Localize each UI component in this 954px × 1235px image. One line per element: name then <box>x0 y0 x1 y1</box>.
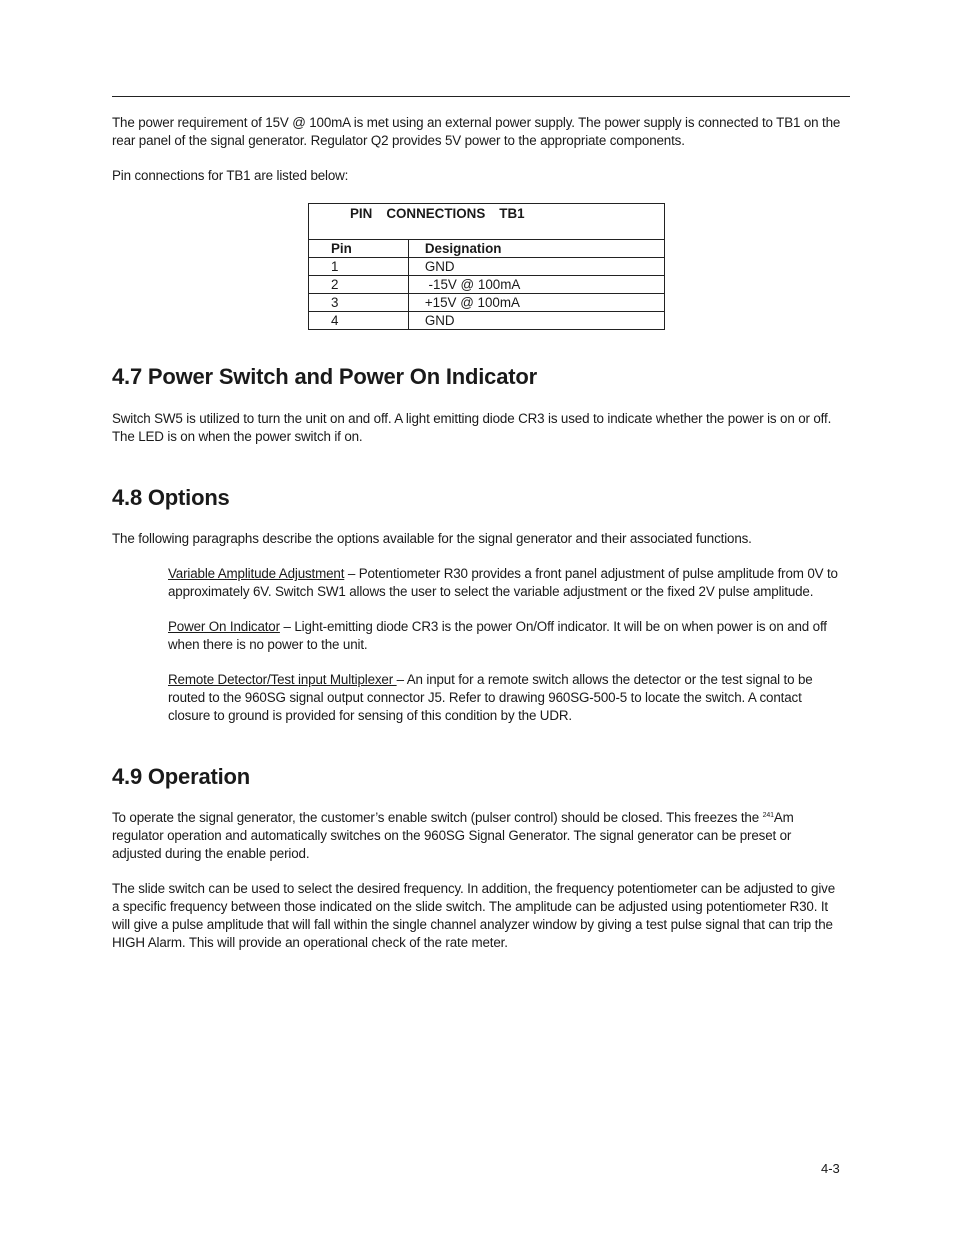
table-header-row <box>309 240 665 258</box>
section-heading-4-9: 4.9 Operation <box>112 764 250 789</box>
table-row <box>309 294 665 312</box>
power-requirement-paragraph: The power requirement of 15V @ 100mA is met using an external power supply. The power supply is connected to TB1 on the rear panel of the signal generator. Regulator Q2 provides 5V power to the appropriate components. <box>112 115 841 148</box>
power-switch-paragraph: Switch SW5 is utilized to turn the unit on and off. A light emitting diode CR3 is used to indicate whether the power is on or off. The LED is on when the power switch if on. <box>112 411 832 444</box>
operation-text-part-2: Am regulator operation and automatically switches on the 960SG Signal Generator. The signal generator can be preset or adjusted during the enable period. <box>112 810 794 861</box>
column-header-designation: Designation <box>408 240 664 258</box>
option-variable-amplitude <box>168 565 842 601</box>
section-heading-4-8: 4.8 Options <box>112 485 230 510</box>
options-intro-paragraph: The following paragraphs describe the options available for the signal generator and their associated functions. <box>112 531 752 546</box>
pin-cell: 3 <box>309 294 409 312</box>
table-row <box>309 258 665 276</box>
table-row <box>309 312 665 330</box>
operation-paragraph-1 <box>112 809 842 863</box>
option-description: – An input for a remote switch allows the detector or the test signal to be routed to the 960SG signal output connector J5. Refer to drawing 960SG-500-5 to locate the switch. A contact closure to ground is provided for sensing of this condition by the UDR. <box>168 672 813 723</box>
table-row <box>309 276 665 294</box>
header-rule <box>112 96 850 97</box>
option-description: – Potentiometer R30 provides a front panel adjustment of pulse amplitude from 0V to approximately 6V. Switch SW1 allows the user to select the variable adjustment or the fixed 2V pulse amplitude. <box>168 566 838 599</box>
table-title-tb1: TB1 <box>499 206 525 221</box>
table-title-pin: PIN <box>350 206 373 221</box>
table-title-connections: CONNECTIONS <box>386 206 486 221</box>
pin-cell: 1 <box>309 258 409 276</box>
pin-cell: 2 <box>309 276 409 294</box>
column-header-pin: Pin <box>309 240 409 258</box>
designation-cell: +15V @ 100mA <box>408 294 664 312</box>
pin-connections-intro: Pin connections for TB1 are listed below: <box>112 168 349 183</box>
option-remote-detector-multiplexer <box>168 671 842 725</box>
table-title-row <box>309 204 665 240</box>
option-name: Remote Detector/Test input Multiplexer <box>168 672 397 687</box>
isotope-superscript: 241 <box>762 812 774 819</box>
pin-cell: 4 <box>309 312 409 330</box>
table-title <box>309 204 665 240</box>
option-power-on-indicator <box>168 618 842 654</box>
designation-cell: GND <box>408 258 664 276</box>
document-page <box>112 114 842 952</box>
page-number: 4-3 <box>821 1161 840 1176</box>
operation-text-part-1: To operate the signal generator, the customer’s enable switch (pulser control) should be closed. This freezes the <box>112 810 763 825</box>
option-description: – Light-emitting diode CR3 is the power On/Off indicator. It will be on when power is on and off when there is no power to the unit. <box>168 619 827 652</box>
designation-cell: GND <box>408 312 664 330</box>
operation-paragraph-2: The slide switch can be used to select the desired frequency. In addition, the frequency potentiometer can be adjusted to give a specific frequency between those indicated on the slide switch. The amplitude can be adjusted using potentiometer R30. It will give a pulse amplitude that will fall within the single channel analyzer window by giving a test pulse signal that can trip the HIGH Alarm. This will provide an operational check of the rate meter. <box>112 881 835 950</box>
options-list <box>168 565 842 725</box>
section-heading-4-7: 4.7 Power Switch and Power On Indicator <box>112 364 537 389</box>
tb1-pin-table <box>308 203 665 330</box>
designation-cell: -15V @ 100mA <box>408 276 664 294</box>
option-name: Variable Amplitude Adjustment <box>168 566 345 581</box>
option-name: Power On Indicator <box>168 619 280 634</box>
